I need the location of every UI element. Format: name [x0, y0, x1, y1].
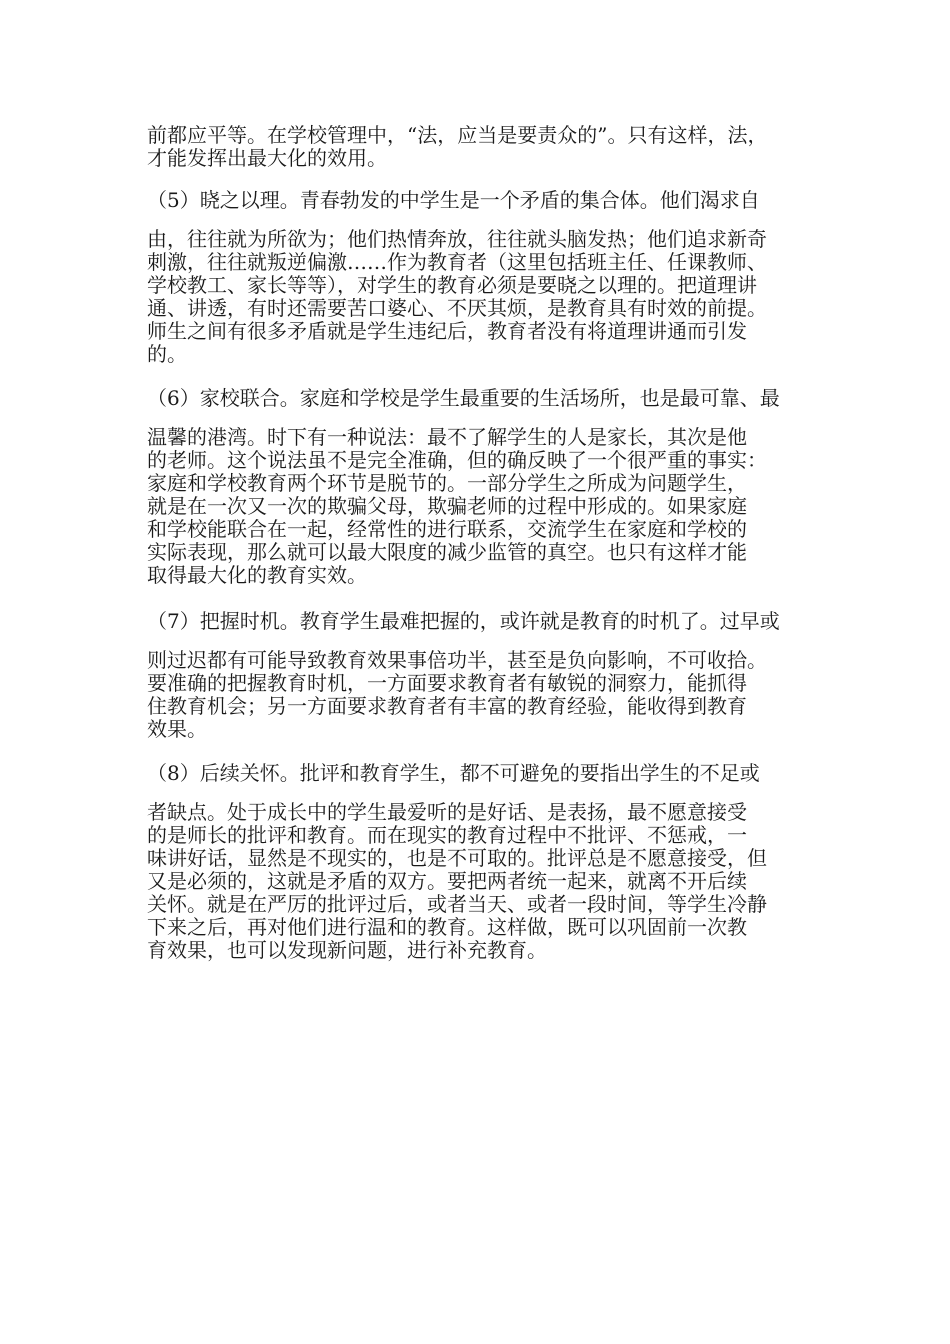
text-line: 住教育机会；另一方面要求教育者有丰富的教育经验，能收得到教育 [147, 694, 747, 718]
text-line: 取得最大化的教育实效。 [147, 563, 367, 587]
text-line: 要准确的把握教育时机，一方面要求教育者有敏锐的洞察力，能抓得 [147, 671, 747, 695]
section-heading-line: （7）把握时机。教育学生最难把握的，或许就是教育的时机了。过早或 [147, 609, 780, 633]
text-line: 者缺点。处于成长中的学生最爱听的是好话、是表扬，最不愿意接受 [147, 800, 747, 824]
text-line: 的。 [147, 342, 187, 366]
text-line: 刺激，往往就叛逆偏激……作为教育者（这里包括班主任、任课教师、 [147, 250, 767, 274]
section-heading-line: （6）家校联合。家庭和学校是学生最重要的生活场所，也是最可靠、最 [147, 386, 780, 410]
text-line: 味讲好话，显然是不现实的，也是不可取的。批评总是不愿意接受，但 [147, 846, 767, 870]
text-line: 的老师。这个说法虽不是完全准确，但的确反映了一个很严重的事实： [147, 448, 767, 472]
section-heading-line: （8）后续关怀。批评和教育学生，都不可避免的要指出学生的不足或 [147, 761, 760, 785]
text-line: 实际表现，那么就可以最大限度的减少监管的真空。也只有这样才能 [147, 540, 747, 564]
text-line: 则过迟都有可能导致教育效果事倍功半，甚至是负向影响，不可收拾。 [147, 648, 767, 672]
section-heading-line: （5）晓之以理。青春勃发的中学生是一个矛盾的集合体。他们渴求自 [147, 188, 760, 212]
section-7-body [147, 649, 813, 741]
text-line: 温馨的港湾。时下有一种说法：最不了解学生的人是家长，其次是他 [147, 425, 747, 449]
section-6-heading [147, 383, 813, 413]
section-5-heading [147, 185, 813, 215]
section-5-body [147, 228, 813, 366]
text-line: 效果。 [147, 717, 207, 741]
text-line: 由，往往就为所欲为；他们热情奔放，往往就头脑发热；他们追求新奇 [147, 227, 767, 251]
text-line: 的是师长的批评和教育。而在现实的教育过程中不批评、不惩戒，一 [147, 823, 747, 847]
text-line: 才能发挥出最大化的效用。 [147, 146, 387, 170]
text-line: 通、讲透，有时还需要苦口婆心、不厌其烦，是教育具有时效的前提。 [147, 296, 767, 320]
text-line: 就是在一次又一次的欺骗父母，欺骗老师的过程中形成的。如果家庭 [147, 494, 747, 518]
section-8-body [147, 801, 813, 962]
section-8-heading [147, 758, 813, 788]
section-7-heading [147, 606, 813, 636]
text-line: 和学校能联合在一起，经常性的进行联系，交流学生在家庭和学校的 [147, 517, 747, 541]
text-line: 家庭和学校教育两个环节是脱节的。一部分学生之所成为问题学生， [147, 471, 747, 495]
text-line: 下来之后，再对他们进行温和的教育。这样做，既可以巩固前一次教 [147, 915, 747, 939]
text-line: 前都应平等。在学校管理中，“法，应当是要责众的”。只有这样，法， [147, 123, 768, 147]
section-6-body [147, 426, 813, 587]
text-line: 关怀。就是在严厉的批评过后，或者当天、或者一段时间，等学生冷静 [147, 892, 767, 916]
text-line: 又是必须的，这就是矛盾的双方。要把两者统一起来，就离不开后续 [147, 869, 747, 893]
text-line: 育效果，也可以发现新问题，进行补充教育。 [147, 938, 547, 962]
text-line: 学校教工、家长等等），对学生的教育必须是要晓之以理的。把道理讲 [147, 273, 757, 297]
text-line: 师生之间有很多矛盾就是学生违纪后，教育者没有将道理讲通而引发 [147, 319, 747, 343]
intro-paragraph [147, 124, 813, 170]
